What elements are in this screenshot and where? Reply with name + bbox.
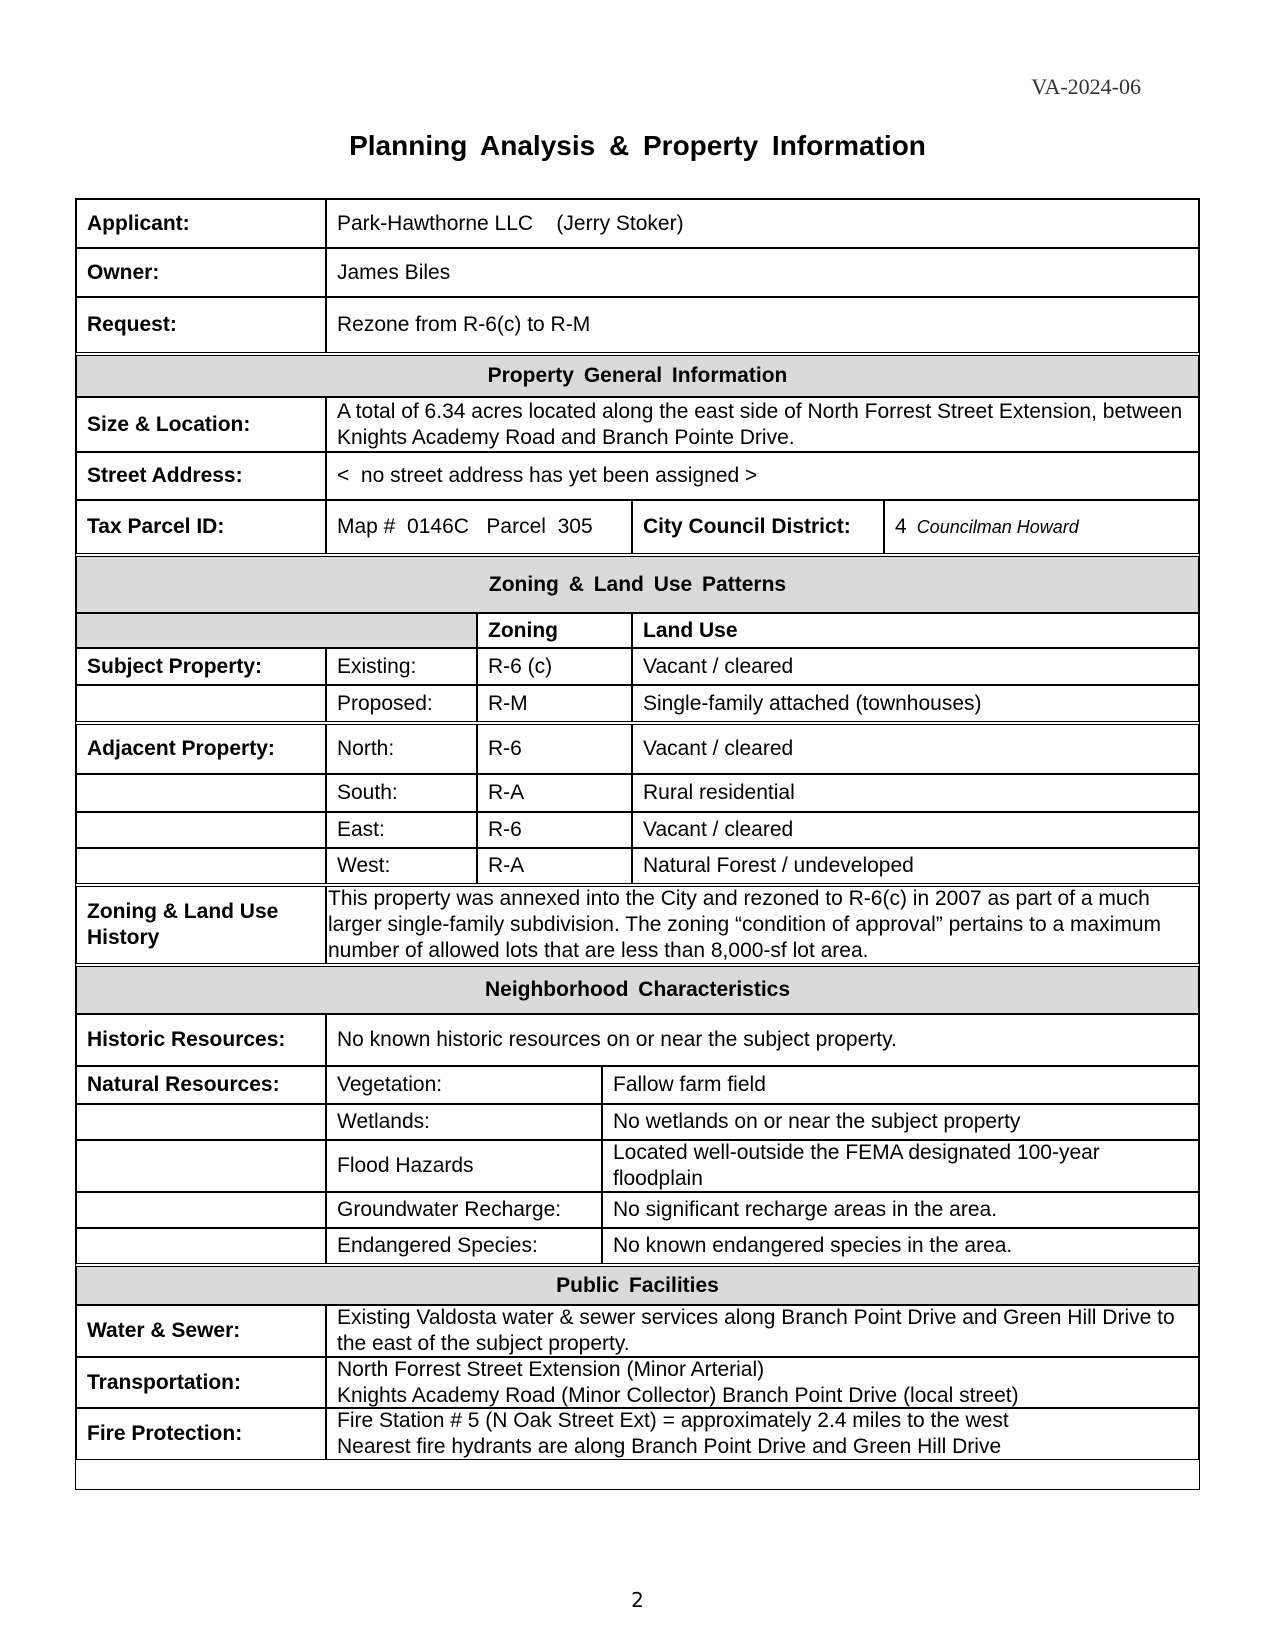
historic-resources-value: No known historic resources on or near the subject property. — [326, 1014, 1199, 1066]
zoning-column-header: Zoning — [477, 613, 632, 648]
transportation-line: Knights Academy Road (Minor Collector) Branch Point Drive (local street) — [337, 1383, 1019, 1407]
applicant-value: Park-Hawthorne LLC (Jerry Stoker) — [326, 199, 1199, 248]
subject-row-zoning: R-6 (c) — [477, 648, 632, 685]
natural-resource-value: Located well-outside the FEMA designated 100-year floodplain — [602, 1140, 1199, 1192]
blank-label-cell — [76, 1104, 326, 1140]
document-id: VA-2024-06 — [1031, 74, 1141, 99]
tax-parcel-label: Tax Parcel ID: — [76, 500, 326, 554]
adjacent-row-land-use: Natural Forest / undeveloped — [632, 848, 1199, 884]
fire-protection-line: Nearest fire hydrants are along Branch Point Drive and Green Hill Drive — [337, 1435, 1002, 1458]
adjacent-row-direction: West: — [326, 848, 477, 884]
page-title: Planning Analysis & Property Information — [349, 130, 926, 161]
blank-label-cell — [76, 1192, 326, 1228]
adjacent-row-zoning: R-6 — [477, 812, 632, 848]
natural-resource-item: Endangered Species: — [326, 1228, 602, 1264]
natural-resource-item: Vegetation: — [326, 1066, 602, 1104]
adjacent-row-direction: South: — [326, 774, 477, 812]
owner-label: Owner: — [76, 248, 326, 297]
adjacent-row-direction: North: — [326, 724, 477, 774]
zoning-history-value: This property was annexed into the City and rezoned to R-6(c) in 2007 as part of a much larger single-family subdivision. The zoning “condition of approval” pertains to a maximum number of allowed lots that are less than 8,000-sf lot area. — [326, 886, 1199, 964]
district-representative: Councilman Howard — [916, 517, 1079, 537]
subject-row-label: Proposed: — [326, 685, 477, 722]
adjacent-row-land-use: Vacant / cleared — [632, 812, 1199, 848]
property-information-table — [75, 198, 1200, 1490]
zoning-history-label: Zoning & Land Use History — [76, 886, 326, 964]
transportation-line: North Forrest Street Extension (Minor Arterial) — [337, 1357, 765, 1381]
tax-parcel-value: Map # 0146C Parcel 305 — [326, 500, 632, 554]
natural-resource-value: Fallow farm field — [602, 1066, 1199, 1104]
natural-resource-value: No known endangered species in the area. — [602, 1228, 1199, 1264]
section-header-zoning: Zoning & Land Use Patterns — [76, 556, 1199, 613]
fire-protection-line: Fire Station # 5 (N Oak Street Ext) = approximately 2.4 miles to the west — [337, 1409, 1009, 1432]
council-district-value — [884, 500, 1199, 554]
subject-row-land-use: Single-family attached (townhouses) — [632, 685, 1199, 722]
blank-label-cell — [76, 1228, 326, 1264]
land-use-column-header: Land Use — [632, 613, 1199, 648]
size-location-value: A total of 6.34 acres located along the east side of North Forrest Street Extension, between Knights Academy Road and Branch Pointe Drive. — [326, 397, 1199, 452]
blank-label-cell — [76, 774, 326, 812]
adjacent-row-land-use: Vacant / cleared — [632, 724, 1199, 774]
adjacent-row-zoning: R-6 — [477, 724, 632, 774]
blank-label-cell — [76, 812, 326, 848]
request-value: Rezone from R-6(c) to R-M — [326, 297, 1199, 353]
applicant-label: Applicant: — [76, 199, 326, 248]
subject-row-label: Existing: — [326, 648, 477, 685]
fire-protection-label: Fire Protection: — [76, 1408, 326, 1460]
adjacent-row-direction: East: — [326, 812, 477, 848]
natural-resource-item: Flood Hazards — [326, 1140, 602, 1192]
natural-resource-value: No wetlands on or near the subject property — [602, 1104, 1199, 1140]
blank-label-cell — [76, 848, 326, 884]
natural-resources-label: Natural Resources: — [76, 1066, 326, 1104]
transportation-label: Transportation: — [76, 1357, 326, 1408]
adjacent-property-label: Adjacent Property: — [76, 724, 326, 774]
street-address-value: < no street address has yet been assigned > — [326, 452, 1199, 500]
district-number: 4 — [895, 515, 907, 538]
subject-row-zoning: R-M — [477, 685, 632, 722]
natural-resource-value: No significant recharge areas in the area. — [602, 1192, 1199, 1228]
size-location-label: Size & Location: — [76, 397, 326, 452]
subject-property-label: Subject Property: — [76, 648, 326, 685]
natural-resource-item: Groundwater Recharge: — [326, 1192, 602, 1228]
transportation-value — [326, 1357, 1199, 1408]
adjacent-row-zoning: R-A — [477, 848, 632, 884]
fire-protection-value — [326, 1408, 1199, 1460]
owner-value: James Biles — [326, 248, 1199, 297]
request-label: Request: — [76, 297, 326, 353]
street-address-label: Street Address: — [76, 452, 326, 500]
adjacent-row-zoning: R-A — [477, 774, 632, 812]
section-header-neighborhood: Neighborhood Characteristics — [76, 966, 1199, 1014]
page-number: 2 — [631, 1588, 644, 1612]
water-sewer-label: Water & Sewer: — [76, 1305, 326, 1357]
subject-row-land-use: Vacant / cleared — [632, 648, 1199, 685]
adjacent-row-land-use: Rural residential — [632, 774, 1199, 812]
section-header-facilities: Public Facilities — [76, 1266, 1199, 1305]
natural-resource-item: Wetlands: — [326, 1104, 602, 1140]
historic-resources-label: Historic Resources: — [76, 1014, 326, 1066]
blank-label-cell — [76, 685, 326, 722]
council-district-label: City Council District: — [632, 500, 884, 554]
water-sewer-value: Existing Valdosta water & sewer services along Branch Point Drive and Green Hill Drive to the east of the subject property. — [326, 1305, 1199, 1357]
blank-label-cell — [76, 1140, 326, 1192]
zoning-header-blank — [76, 613, 477, 648]
section-header-general: Property General Information — [76, 355, 1199, 397]
